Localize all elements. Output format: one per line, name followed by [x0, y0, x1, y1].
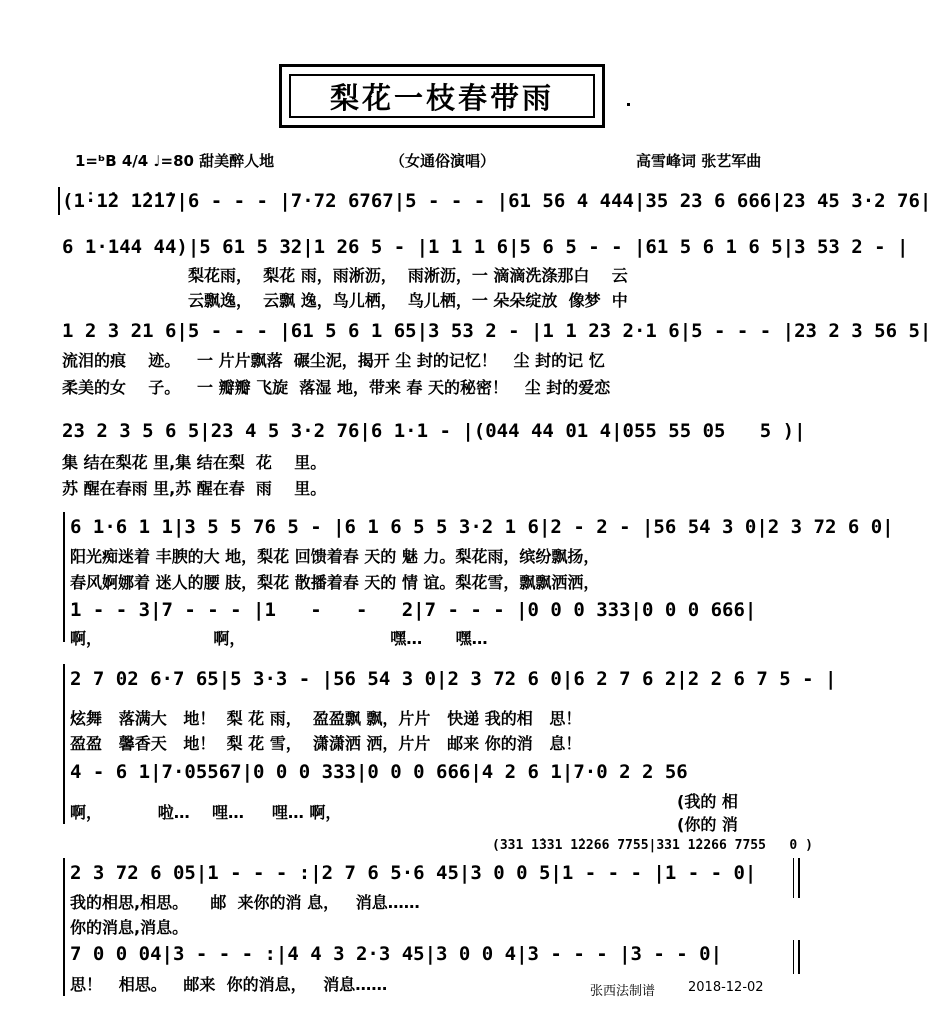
- system-start-bar: [58, 187, 60, 215]
- system-3-lyric-1: 流泪的痕 迹。 一 片片飘落 碾尘泥，揭开 尘 封的记忆！ 尘 封的记 忆: [62, 351, 605, 370]
- credits: 高雪峰词 张艺军曲: [636, 152, 762, 170]
- system-2-lyric-1: 梨花雨， 梨花 雨，雨淅沥， 雨淅沥，一 滴滴洗涤那白 云: [188, 266, 628, 285]
- key-tempo-info: 1=ᵇB 4/4 ♩=80 甜美醉人地: [75, 152, 275, 170]
- performance-style: （女通俗演唱）: [390, 152, 496, 170]
- system-5-harmony-notes: 1 - - 3|7 - - - |1 - - 2|7 - - - |0 0 0 333|0 0 0 666|: [70, 599, 757, 621]
- system-4-lyric-2: 苏 醒在春雨 里,苏 醒在春 雨 里。: [62, 479, 327, 498]
- system-6-end-lyric-1: (我的 相: [677, 792, 738, 811]
- system-5-lyric-2: 春风婀娜着 迷人的腰 肢，梨花 散播着春 天的 情 谊。梨花雪，飘飘洒洒，: [70, 573, 600, 592]
- brace-bar-6: [63, 664, 65, 824]
- system-6-notes: 2 7 02 6·7 65|5 3·3 - |56 54 3 0|2 3 72 6 0|6 2 7 6 2|2 2 6 7 5 - |: [70, 668, 837, 690]
- system-1-notes: (1̇·1̇2 1̇2̇1̇7|6 - - - |7·72 6767|5 - - - |61 56 4 444|35 23 6 666|23 45 3·2 76|: [62, 190, 931, 212]
- system-6-harmony-lyric: 啊， 啦… 哩… 哩… 啊，: [70, 803, 342, 822]
- system-5-lyric-1: 阳光痴迷着 丰腴的大 地，梨花 回馈着春 天的 魅 力。梨花雨，缤纷飘扬，: [70, 547, 600, 566]
- system-3-notes: 1 2 3 21 6|5 - - - |61 5 6 1 65|3 53 2 - |1 1 23 2·1 6|5 - - - |23 2 3 56 5|: [62, 320, 931, 342]
- system-4-notes: 23 2 3 5 6 5|23 4 5 3·2 76|6 1·1 - |(044 44 01 4|055 55 05 5 )|: [62, 420, 806, 442]
- system-7-upper-notes: (331 1̇331 1̇2266 7755|331 1̇2266 7755 0 ): [492, 838, 813, 853]
- system-6-lyric-1: 炫舞 落满大 地！ 梨 花 雨， 盈盈飘 飘，片片 快递 我的相 思！: [70, 709, 582, 728]
- system-7-notes: 2 3 72 6 05|1 - - - :|2 7 6 5·6 45|3 0 0 5|1 - - - |1 - - 0|: [70, 862, 757, 884]
- system-2-lyric-2: 云飘逸， 云飘 逸，鸟儿栖， 鸟儿栖，一 朵朵绽放 像梦 中: [188, 291, 628, 310]
- engraver-credit: 张西法制谱: [590, 984, 656, 999]
- system-5-notes: 6 1·6 1 1|3 5 5 76 5 - |6 1 6 5 5 3·2 1 6|2 - 2 - |56 54 3 0|2 3 72 6 0|: [70, 516, 894, 538]
- system-4-lyric-1: 集 结在梨花 里,集 结在梨 花 里。: [62, 453, 327, 472]
- brace-bar-5: [63, 512, 65, 642]
- system-6-harmony-notes: 4 - 6 1|7·05567|0 0 0 333|0 0 0 666|4 2 6 1|7·0 2 2 56: [70, 761, 688, 783]
- brace-bar-7: [63, 858, 65, 996]
- engrave-date: 2018-12-02: [688, 980, 764, 995]
- system-7-harmony-notes: 7 0 0 04|3 - - - :|4 4 3 2·3 45|3 0 0 4|3 - - - |3 - - 0|: [70, 943, 723, 965]
- system-6-lyric-2: 盈盈 馨香天 地！ 梨 花 雪， 潇潇洒 洒，片片 邮来 你的消 息！: [70, 734, 582, 753]
- stray-dot: [627, 103, 630, 106]
- system-6-end-lyric-2: (你的 消: [677, 815, 738, 834]
- system-2-notes: 6 1·144 44)|5 61 5 32|1 26 5 - |1 1 1 6|5 6 5 - - |61 5 6 1 6 5|3 53 2 - |: [62, 236, 909, 258]
- system-3-lyric-2: 柔美的女 子。 一 瓣瓣 飞旋 落湿 地，带来 春 天的秘密！ 尘 封的爱恋: [62, 378, 611, 397]
- title-frame: [279, 64, 605, 128]
- system-7-harmony-lyric: 思！ 相思。 邮来 你的消息， 消息……: [70, 975, 388, 994]
- system-7-lyric-2: 你的消息,消息。: [70, 918, 189, 937]
- end-bar-7b: [798, 940, 800, 974]
- system-7-lyric-1: 我的相思,相思。 邮 来你的消 息， 消息……: [70, 893, 420, 912]
- song-title: 梨花一枝春带雨: [289, 74, 595, 118]
- system-5-harmony-lyric: 啊， 啊， 嘿… 嘿…: [70, 629, 488, 648]
